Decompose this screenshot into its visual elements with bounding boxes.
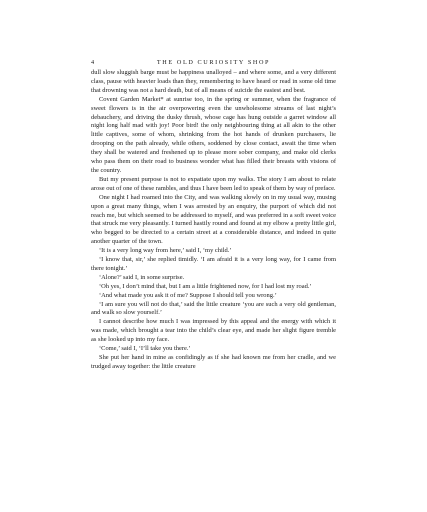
page-header: [91, 57, 336, 68]
paragraph: She put her hand in mine as confidingly as if she had known me from her cradle, and we trudged away together: the little creature: [91, 354, 336, 370]
page-body: [91, 69, 336, 372]
paragraph: ‘And what made you ask it of me? Suppose I should tell you wrong.’: [99, 291, 277, 299]
paragraph: ‘It is a very long way from here,’ said I, ‘my child.’: [99, 247, 232, 255]
paragraph: But my present purpose is not to expatiate upon my walks. The story I am about to relate arose out of one of these rambles, and thus I have been led to speak of them by way of preface.: [91, 175, 336, 192]
paragraph: ‘Alone?’ said I, in some surprise.: [99, 273, 185, 281]
paragraph: ‘I know that, sir,’ she replied timidly. ‘I am afraid it is a very long way, for I came from there tonight.’: [91, 256, 336, 272]
paragraph: ‘I am sure you will not do that,’ said the little creature ‘you are such a very old gentleman, and walk so slow yourself.’: [91, 300, 336, 317]
running-head: THE OLD CURIOSITY SHOP: [156, 59, 271, 66]
page-number: 4: [91, 59, 95, 66]
paragraph: I cannot describe how much I was impressed by this appeal and the energy with which it was made, which brought a tear into the child’s clear eye, and made her slight figure tremble as she looked up into my face.: [91, 318, 336, 344]
book-page: [91, 57, 336, 372]
paragraph: One night I had roamed into the City, and was walking slowly on in my usual way, musing upon a great many things, when I was arrested by an enquiry, the purport of which did not reach me, but which seemed to be addressed to myself, and was preferred in a soft sweet voice that struck me very pleasantly. I turned hastily round and found at my elbow a pretty little girl, who begged to be directed to a certain street at a considerable distance, and indeed in quite another quarter of the town.: [91, 193, 336, 246]
paragraph: ‘Oh yes, I don’t mind that, but I am a little frightened now, for I had lost my road.’: [99, 282, 312, 290]
paragraph: ‘Come,’ said I, ‘I’ll take you there.’: [99, 345, 191, 353]
paragraph: Covent Garden Market* at sunrise too, in the spring or summer, when the fragrance of sweet flowers is in the air overpowering even the unwholesome streams of last night’s debauchery, and driving the dusky thrush, whose cage has hung outside a garret window all night long half mad with joy! Poor bird! the only neighbouring thing at all akin to the other little captives, some of whom, shrinking from the hot hands of drunken purchasers, lie drooping on the path already, while others, soddened by close contact, await the time when they shall be watered and freshened up to please more sober company, and make old clerks who pass them on their road to business wonder what has filled their breasts with visions of the country.: [91, 95, 336, 174]
paragraph: dull slow sluggish barge must be happiness unalloyed – and where some, and a very different class, pause with heavier loads than they, remembering to have heard or read in some old time that drowning was not a hard death, but of all means of suicide the easiest and best.: [91, 69, 336, 94]
